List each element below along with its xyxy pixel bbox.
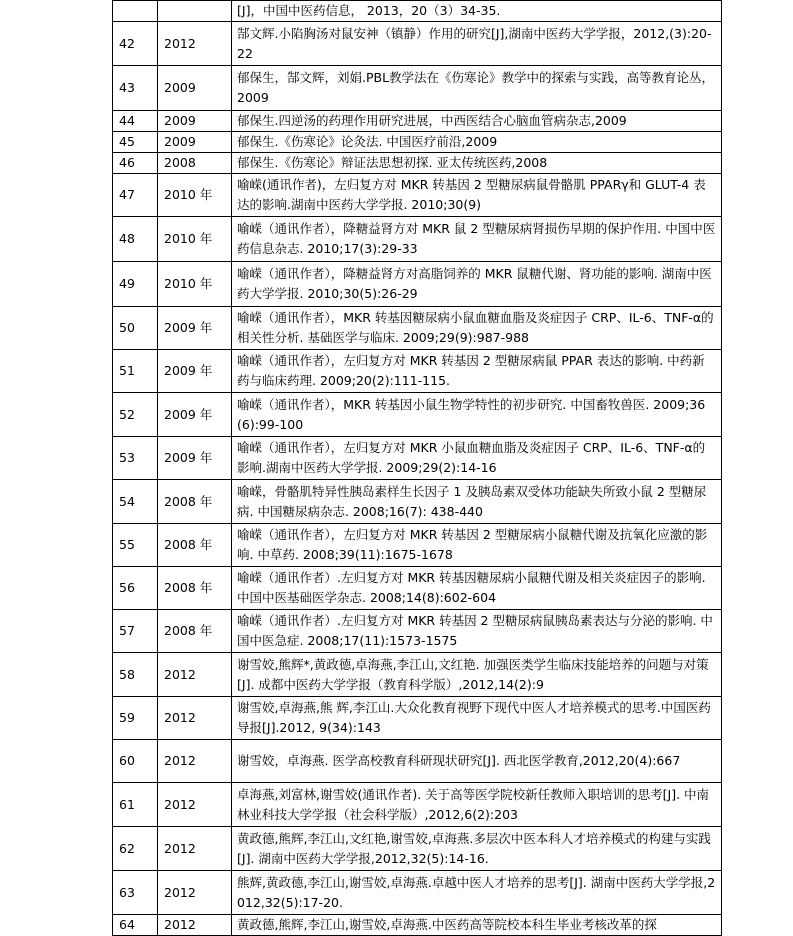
row-number-cell: 49 xyxy=(113,262,158,307)
reference-cell: 郁保生.《伤寒论》论灸法. 中国医疗前沿,2009 xyxy=(232,132,722,153)
reference-cell: 喻嵘（通讯作者），左归复方对 MKR 小鼠血糖血脂及炎症因子 CRP、IL-6、TNF-α的影响.湖南中医药大学学报. 2009;29(2):14-16 xyxy=(232,437,722,480)
table-row xyxy=(113,307,722,350)
table-row xyxy=(113,871,722,915)
reference-cell: 喻嵘，骨骼肌特异性胰岛素样生长因子 1 及胰岛素双受体功能缺失所致小鼠 2 型糖尿病. 中国糖尿病杂志. 2008;16(7): 438-440 xyxy=(232,480,722,524)
reference-cell: 喻嵘（通讯作者），左归复方对 MKR 转基因 2 型糖尿病小鼠糖代谢及抗氧化应激的影响. 中草药. 2008;39(11):1675-1678 xyxy=(232,524,722,567)
table-row xyxy=(113,22,722,66)
reference-cell: 郁保生，郜文辉，刘娟.PBL教学法在《伤寒论》教学中的探索与实践，高等教育论丛，2009 xyxy=(232,66,722,111)
year-cell: 2012 xyxy=(158,827,232,871)
reference-cell: 卓海燕,刘富林,谢雪姣(通讯作者). 关于高等医学院校新任教师入职培训的思考[J]. 中南林业科技大学学报（社会科学版）,2012,6(2):203 xyxy=(232,783,722,827)
row-number-cell: 56 xyxy=(113,567,158,610)
year-cell: 2012 xyxy=(158,697,232,740)
year-cell xyxy=(158,1,232,22)
year-cell: 2010 年 xyxy=(158,217,232,262)
row-number-cell: 61 xyxy=(113,783,158,827)
table-row xyxy=(113,393,722,437)
table-row xyxy=(113,350,722,393)
reference-cell: [J]，中国中医药信息， 2013，20（3）34-35. xyxy=(232,1,722,22)
table-row xyxy=(113,437,722,480)
reference-cell: 郁保生.四逆汤的药理作用研究进展，中西医结合心脑血管病杂志,2009 xyxy=(232,111,722,132)
table-row xyxy=(113,915,722,936)
year-cell: 2010 年 xyxy=(158,174,232,217)
year-cell: 2009 年 xyxy=(158,350,232,393)
table-row xyxy=(113,524,722,567)
row-number-cell: 64 xyxy=(113,915,158,936)
row-number-cell: 55 xyxy=(113,524,158,567)
table-row xyxy=(113,480,722,524)
table-row xyxy=(113,610,722,653)
table-row xyxy=(113,1,722,22)
row-number-cell: 45 xyxy=(113,132,158,153)
table-row xyxy=(113,653,722,697)
row-number-cell: 47 xyxy=(113,174,158,217)
year-cell: 2010 年 xyxy=(158,262,232,307)
table-row xyxy=(113,132,722,153)
year-cell: 2012 xyxy=(158,653,232,697)
table-row xyxy=(113,66,722,111)
row-number-cell: 62 xyxy=(113,827,158,871)
row-number-cell: 60 xyxy=(113,740,158,783)
table-row xyxy=(113,827,722,871)
year-cell: 2009 年 xyxy=(158,393,232,437)
reference-cell: 喻嵘（通讯作者），MKR 转基因糖尿病小鼠血糖血脂及炎症因子 CRP、IL-6、TNF-α的相关性分析. 基础医学与临床. 2009;29(9):987-988 xyxy=(232,307,722,350)
row-number-cell: 43 xyxy=(113,66,158,111)
year-cell: 2012 xyxy=(158,871,232,915)
table-row xyxy=(113,217,722,262)
row-number-cell: 48 xyxy=(113,217,158,262)
table-row xyxy=(113,111,722,132)
table-row xyxy=(113,174,722,217)
year-cell: 2008 年 xyxy=(158,524,232,567)
reference-cell: 喻嵘（通讯作者），MKR 转基因小鼠生物学特性的初步研究. 中国畜牧兽医. 2009;36(6):99-100 xyxy=(232,393,722,437)
row-number-cell: 53 xyxy=(113,437,158,480)
row-number-cell: 50 xyxy=(113,307,158,350)
reference-cell: 喻嵘（通讯作者）.左归复方对 MKR 转基因 2 型糖尿病鼠胰岛素表达与分泌的影响. 中国中医急症. 2008;17(11):1573-1575 xyxy=(232,610,722,653)
row-number-cell: 52 xyxy=(113,393,158,437)
year-cell: 2009 年 xyxy=(158,307,232,350)
reference-cell: 郜文辉.小陷胸汤对鼠安神（镇静）作用的研究[J],湖南中医药大学学报，2012,(3):20-22 xyxy=(232,22,722,66)
year-cell: 2008 年 xyxy=(158,610,232,653)
row-number-cell: 54 xyxy=(113,480,158,524)
year-cell: 2008 xyxy=(158,153,232,174)
row-number-cell: 51 xyxy=(113,350,158,393)
reference-cell: 黄政德,熊辉,李江山,谢雪姣,卓海燕.中医药高等院校本科生毕业考核改革的探 xyxy=(232,915,722,936)
reference-cell: 谢雪姣，卓海燕. 医学高校教育科研现状研究[J]. 西北医学教育,2012,20(4):667 xyxy=(232,740,722,783)
reference-cell: 谢雪姣,熊辉*,黄政德,卓海燕,李江山,文红艳. 加强医类学生临床技能培养的问题与对策[J]. 成都中医药大学学报（教育科学版）,2012,14(2):9 xyxy=(232,653,722,697)
reference-cell: 黄政德,熊辉,李江山,文红艳,谢雪姣,卓海燕.多层次中医本科人才培养模式的构建与实践[J]. 湖南中医药大学学报,2012,32(5):14-16. xyxy=(232,827,722,871)
table-row xyxy=(113,740,722,783)
row-number-cell: 42 xyxy=(113,22,158,66)
year-cell: 2012 xyxy=(158,915,232,936)
year-cell: 2008 年 xyxy=(158,567,232,610)
row-number-cell xyxy=(113,1,158,22)
reference-cell: 郁保生.《伤寒论》辩证法思想初探. 亚太传统医药,2008 xyxy=(232,153,722,174)
reference-cell: 熊辉,黄政德,李江山,谢雪姣,卓海燕.卓越中医人才培养的思考[J]. 湖南中医药大学学报,2012,32(5):17-20. xyxy=(232,871,722,915)
year-cell: 2008 年 xyxy=(158,480,232,524)
table-row xyxy=(113,697,722,740)
reference-cell: 谢雪姣,卓海燕,熊 辉,李江山.大众化教育视野下现代中医人才培养模式的思考.中国医药导报[J].2012, 9(34):143 xyxy=(232,697,722,740)
table-body xyxy=(113,1,722,936)
year-cell: 2009 xyxy=(158,66,232,111)
publication-table xyxy=(112,0,722,936)
table-row xyxy=(113,783,722,827)
row-number-cell: 46 xyxy=(113,153,158,174)
row-number-cell: 59 xyxy=(113,697,158,740)
year-cell: 2012 xyxy=(158,783,232,827)
year-cell: 2009 xyxy=(158,111,232,132)
year-cell: 2012 xyxy=(158,22,232,66)
year-cell: 2012 xyxy=(158,740,232,783)
reference-cell: 喻嵘（通讯作者）.左归复方对 MKR 转基因糖尿病小鼠糖代谢及相关炎症因子的影响. 中国中医基础医学杂志. 2008;14(8):602-604 xyxy=(232,567,722,610)
reference-cell: 喻嵘（通讯作者），降糖益肾方对 MKR 鼠 2 型糖尿病肾损伤早期的保护作用. 中国中医药信息杂志. 2010;17(3):29-33 xyxy=(232,217,722,262)
table-row xyxy=(113,567,722,610)
row-number-cell: 44 xyxy=(113,111,158,132)
reference-cell: 喻嵘（通讯作者），降糖益肾方对高脂饲养的 MKR 鼠糖代谢、肾功能的影响. 湖南中医药大学学报. 2010;30(5):26-29 xyxy=(232,262,722,307)
row-number-cell: 57 xyxy=(113,610,158,653)
year-cell: 2009 年 xyxy=(158,437,232,480)
row-number-cell: 58 xyxy=(113,653,158,697)
year-cell: 2009 xyxy=(158,132,232,153)
table-row xyxy=(113,153,722,174)
row-number-cell: 63 xyxy=(113,871,158,915)
reference-cell: 喻嵘(通讯作者)，左归复方对 MKR 转基因 2 型糖尿病鼠骨骼肌 PPARγ和 GLUT-4 表达的影响.湖南中医药大学学报. 2010;30(9) xyxy=(232,174,722,217)
reference-cell: 喻嵘（通讯作者），左归复方对 MKR 转基因 2 型糖尿病鼠 PPAR 表达的影响. 中药新药与临床药理. 2009;20(2):111-115. xyxy=(232,350,722,393)
table-row xyxy=(113,262,722,307)
